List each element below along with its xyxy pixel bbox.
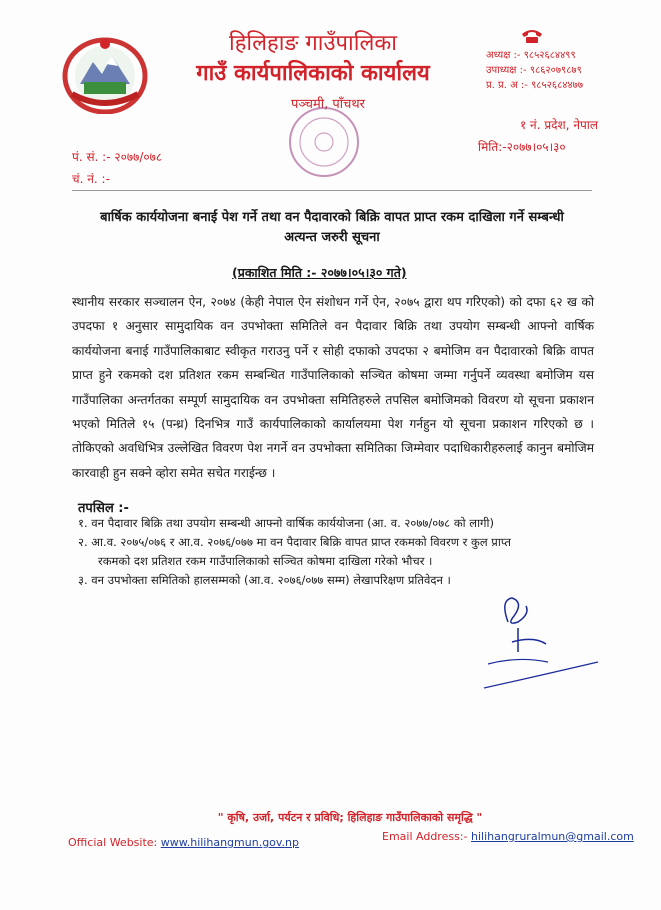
notice-body: स्थानीय सरकार सञ्चालन ऐन, २०७४ (केही नेपाल ऐन संशोधन गर्ने ऐन, २०७५ द्वारा थप गरिएको) को दफा ६२ ख को उपदफा १ अनुसार सामुदायिक वन उपभोक्ता समितिले वन पैदावार बिक्रि तथा उपयोग सम्बन्धी आफ्नो वार्षिक कार्ययोजना बनाई गाउँपालिकाबाट स्वीकृत गराउनु पर्ने र सोही दफाको उपदफा २ बमोजिम वन पैदावारको बिक्रि वापत प्राप्त हुने रकमको दश प्रतिशत रकम सम्बन्धित गाउँपालिकाको सञ्चित कोषमा जम्मा गर्नुपर्ने व्यवस्था बमोजिम यस गाउँपालिका अन्तर्गतका सम्पूर्ण सामुदायिक वन उपभोक्ता समितिहरुले तपसिल बमोजिमको विवरण यो सूचना प्रकाशन भएको मितिले १५ (पन्ध्र) दिनभित्र गाउँ कार्यपालिकाको कार्यालयमा पेश गर्नहुन यो सूचना प्रकाशन गरिएको छ । तोकिएको अवधिभित्र उल्लेखित विवरण पेश नगर्ने वन उपभोक्ता समितिका जिम्मेवार पदाधिकारीहरुलाई कानुन बमोजिम कारवाही हुन सक्ने व्होरा समेत सचेत गराईन्छ । xyxy=(72,295,594,480)
dispatch-number: चं. नं. :- xyxy=(72,172,110,186)
details-heading: तपसिल :- xyxy=(78,501,129,516)
published-date: (प्रकाशित मिति :- २०७७।०५।३० गते) xyxy=(232,265,407,280)
office-seal-icon xyxy=(284,100,364,182)
details-list xyxy=(78,514,598,590)
notice-title-line2: अत्यन्त जरुरी सूचना xyxy=(284,230,380,245)
website-link[interactable]: www.hilihangmun.gov.np xyxy=(160,836,300,849)
details-item-2-cont: रकमको दश प्रतिशत रकम गाउँपालिकाको सञ्चित कोषमा दाखिला गरेको भौचर । xyxy=(98,554,433,568)
header-divider xyxy=(72,190,592,191)
office-subtitle: गाउँ कार्यपालिकाको कार्यालय xyxy=(196,61,430,86)
details-item-2: २. आ.व. २०७५/०७६ र आ.व. २०७६/०७७ मा वन पैदावार बिक्रि वापत प्राप्त रकमको विवरण र कुल प्राप्त xyxy=(78,535,511,549)
office-name: हिलिहाङ गाउँपालिका xyxy=(229,31,397,56)
footer-website xyxy=(68,836,299,849)
contact-numbers xyxy=(486,48,583,93)
cao-phone: प्र. प्र. अ :- ९८५२६८४४७७ xyxy=(486,80,584,91)
reference-number: पं. सं. :- २०७७/०७८ xyxy=(72,150,163,164)
footer-slogan: " कृषि, उर्जा, पर्यटन र प्रविधि; हिलिहाङ गाउँपालिकाको समृद्धि " xyxy=(217,811,483,824)
signature-icon xyxy=(478,592,638,700)
phone-icon xyxy=(520,28,544,44)
details-item-1: १. वन पैदावार बिक्रि तथा उपयोग सम्बन्धी आफ्नो वार्षिक कार्ययोजना (आ. व. २०७७/०७८ को लागी) xyxy=(78,516,494,530)
province-address: १ नं. प्रदेश, नेपाल xyxy=(520,118,599,132)
email-link[interactable]: hilihangruralmun@gmail.com xyxy=(471,830,634,843)
district-address: पञ्चमी, पाँचथर xyxy=(290,97,365,112)
letter-date: मिति:-२०७७।०५।३० xyxy=(478,140,566,154)
notice-title xyxy=(72,208,592,248)
website-label: Official Website: xyxy=(68,836,158,849)
notice-title-line1: बार्षिक कार्ययोजना बनाई पेश गर्ने तथा वन पैदावारको बिक्रि वापत प्राप्त रकम दाखिला गर्ने सम्बन्धी xyxy=(100,210,564,225)
vice-chair-phone: उपाध्यक्ष :- ९८६२०७९८७९ xyxy=(486,65,582,76)
email-label: Email Address:- xyxy=(382,830,468,843)
details-item-3: ३. वन उपभोक्ता समितिको हालसम्मको (आ.व. २०७६/०७७ सम्म) लेखापरिक्षण प्रतिवेदन । xyxy=(78,573,451,587)
nepal-emblem-icon xyxy=(60,32,150,114)
chair-phone: अध्यक्ष :- ९८५२६८४४९९ xyxy=(486,50,576,61)
footer-email xyxy=(382,830,634,843)
